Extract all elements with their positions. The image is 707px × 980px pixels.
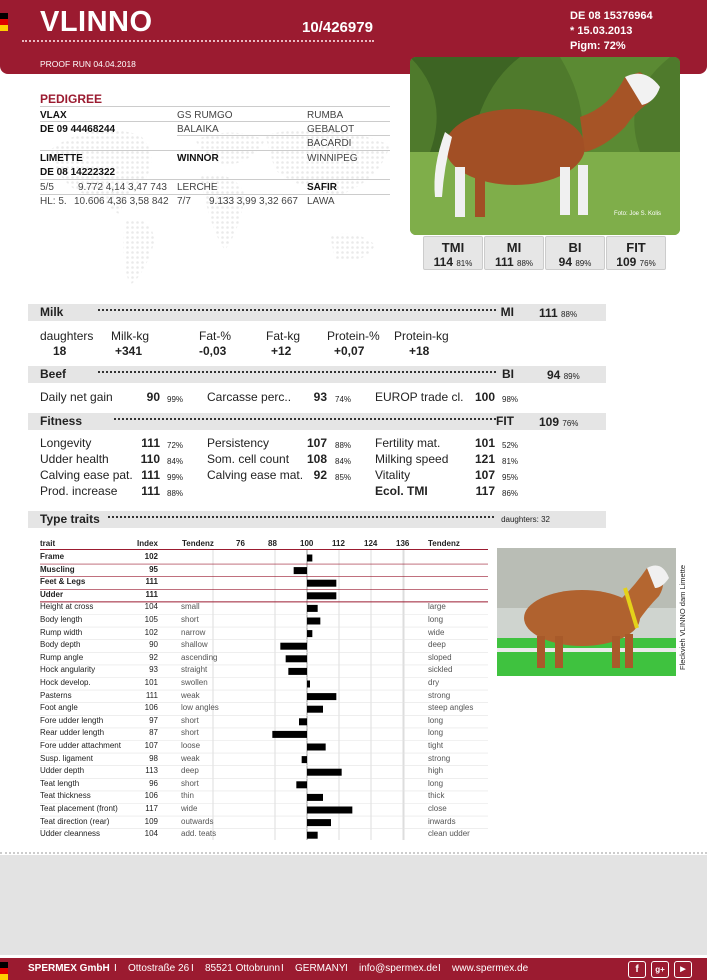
fitness-item-rel: 84% bbox=[167, 457, 184, 466]
tt-row-right-term: long bbox=[428, 615, 444, 624]
pedigree-dd-lact: 7/7 bbox=[177, 196, 191, 207]
pedigree-line bbox=[40, 121, 390, 122]
tt-bar bbox=[280, 643, 307, 650]
footer-street: Ottostraße 26 bbox=[128, 963, 190, 974]
proof-run: PROOF RUN 04.04.2018 bbox=[40, 59, 136, 69]
tt-row-left-term: loose bbox=[181, 741, 201, 750]
pedigree-ddd: LAWA bbox=[307, 196, 335, 207]
tt-row-left-term: short bbox=[181, 778, 199, 788]
footer-country: GERMANY bbox=[295, 963, 346, 974]
tt-bar bbox=[307, 832, 318, 839]
beef-item-label: Daily net gain bbox=[40, 390, 113, 404]
tt-row-trait: Rump width bbox=[40, 627, 83, 637]
photo-credit: Foto: Joe S. Kolis bbox=[614, 211, 662, 217]
tt-bar bbox=[307, 681, 310, 688]
bull-photo bbox=[410, 57, 680, 235]
pedigree-dam: LIMETTE bbox=[40, 153, 83, 164]
header-divider bbox=[22, 40, 374, 42]
tt-row-right-term: thick bbox=[428, 791, 445, 801]
tt-row-left-term: narrow bbox=[181, 627, 206, 637]
tt-row-index: 96 bbox=[149, 778, 158, 788]
tt-bar bbox=[307, 630, 312, 637]
pedigree-dam-hl-perf: 10.606 4,36 3,58 842 bbox=[74, 196, 169, 207]
milk-col-value: +12 bbox=[271, 344, 292, 358]
pedigree-dds: SAFIR bbox=[307, 182, 337, 193]
tt-row-index: 102 bbox=[144, 627, 158, 637]
milk-col-value: +341 bbox=[115, 344, 143, 358]
fitness-item-label: Calving ease mat. bbox=[207, 468, 304, 482]
tt-header-tendency: Tendenz bbox=[182, 539, 214, 548]
fitness-section-header: Fitness FIT bbox=[28, 413, 606, 430]
footer-sep: I bbox=[345, 963, 348, 974]
tt-scale-tick-label: 76 bbox=[236, 539, 245, 548]
tt-row-right-term: long bbox=[428, 778, 444, 788]
fitness-item-rel: 99% bbox=[167, 473, 184, 482]
tt-row-left-term: weak bbox=[181, 690, 200, 700]
tt-row-trait: Fore udder attachment bbox=[40, 741, 121, 750]
tt-row-index: 109 bbox=[144, 816, 158, 826]
beef-index: 94 89% bbox=[547, 368, 580, 382]
fitness-item-label: Som. cell count bbox=[207, 452, 290, 466]
fitness-item-value: 111 bbox=[141, 484, 160, 498]
tt-bar bbox=[307, 807, 352, 814]
pedigree-dss: WINNIPEG bbox=[307, 153, 358, 164]
id-number: DE 08 15376964 bbox=[570, 10, 653, 22]
tt-row-trait: Hock angularity bbox=[40, 665, 96, 675]
pedigree-line bbox=[40, 106, 390, 107]
fitness-item-label: Udder health bbox=[40, 452, 109, 466]
tt-row-trait: Teat placement (front) bbox=[40, 804, 118, 813]
tt-row-trait: Frame bbox=[40, 552, 65, 561]
pedigree-dam-hl: HL: 5. bbox=[40, 196, 67, 207]
pedigree-sds: BACARDI bbox=[307, 138, 352, 149]
pedigree-dam-perf: 9.772 4,14 3,47 743 bbox=[78, 182, 167, 193]
fitness-item-value: 110 bbox=[140, 452, 160, 466]
footer-city: 85521 Ottobrunn bbox=[205, 963, 281, 974]
pedigree-line bbox=[40, 150, 390, 151]
fitness-item-rel: 72% bbox=[167, 441, 184, 450]
beef-item-rel: 99% bbox=[167, 395, 184, 404]
fitness-item-rel: 85% bbox=[335, 473, 352, 482]
fitness-item-label: Prod. increase bbox=[40, 484, 118, 498]
tt-scale-tick-label: 100 bbox=[300, 539, 314, 548]
tt-row-left-term: wide bbox=[181, 804, 198, 813]
footer-bar bbox=[0, 958, 707, 980]
tt-row-right-term: large bbox=[428, 602, 446, 612]
tt-row-left-term: weak bbox=[181, 753, 200, 763]
milk-col-value: 18 bbox=[53, 344, 67, 358]
tt-bar bbox=[286, 655, 307, 662]
tt-row-trait: Udder cleanness bbox=[40, 829, 101, 839]
dam-photo bbox=[497, 548, 676, 676]
facebook-icon[interactable]: f bbox=[628, 961, 646, 978]
fitness-item-value: 107 bbox=[306, 436, 327, 450]
tt-bar bbox=[307, 592, 336, 599]
tt-row-trait: Teat direction (rear) bbox=[40, 816, 110, 826]
google-plus-icon[interactable]: g+ bbox=[651, 961, 669, 978]
tt-row-trait: Fore udder length bbox=[40, 715, 104, 725]
tt-row-trait: Susp. ligament bbox=[40, 753, 93, 763]
pedigree-sire-sire: GS RUMGO bbox=[177, 110, 233, 121]
tt-row-right-term: deep bbox=[428, 640, 446, 650]
tt-row-right-term: high bbox=[428, 766, 444, 776]
tt-row-left-term: low angles bbox=[181, 703, 219, 713]
type-traits-section-header: Type traits daughters: 32 bbox=[28, 511, 606, 528]
tt-row-right-term: long bbox=[428, 715, 444, 725]
fitness-index: 109 76% bbox=[539, 415, 579, 429]
tt-header-trait: trait bbox=[40, 539, 56, 548]
tt-row-trait: Height at cross bbox=[40, 602, 94, 612]
fitness-item-label: Longevity bbox=[40, 436, 92, 450]
tt-row-index: 102 bbox=[144, 552, 158, 561]
tt-row-index: 105 bbox=[144, 615, 158, 624]
pedigree-dd-perf: 9.133 3,99 3,32 667 bbox=[209, 196, 298, 207]
index-value: 94 89% bbox=[558, 255, 592, 269]
milk-col-label: Protein-% bbox=[327, 329, 380, 343]
fitness-item-value: 108 bbox=[306, 452, 327, 466]
tt-bar bbox=[307, 618, 320, 625]
tt-scale-tick-label: 136 bbox=[396, 539, 410, 548]
tt-row-left-term: add. teats bbox=[181, 829, 217, 839]
tt-bar bbox=[307, 794, 323, 801]
tt-bar bbox=[307, 744, 326, 751]
fitness-item-label: Calving ease pat. bbox=[40, 468, 133, 482]
tt-row-index: 111 bbox=[145, 589, 158, 599]
tt-scale-tick-label: 112 bbox=[332, 539, 345, 548]
tt-row-index: 93 bbox=[149, 665, 158, 675]
tt-row-index: 104 bbox=[144, 829, 158, 839]
milk-col-label: Fat-kg bbox=[266, 329, 301, 343]
pedigree-sire-id: DE 09 44468244 bbox=[40, 124, 116, 135]
fitness-item-rel: 86% bbox=[502, 489, 519, 498]
tt-row-index: 106 bbox=[144, 791, 158, 801]
tt-row-index: 113 bbox=[145, 766, 158, 776]
tt-row-right-term: dry bbox=[428, 678, 440, 687]
milk-col-value: +0,07 bbox=[334, 344, 365, 358]
tt-row-index: 97 bbox=[149, 715, 158, 725]
fitness-item-value: 111 bbox=[141, 436, 160, 450]
tt-row-right-term: sickled bbox=[428, 665, 453, 675]
tt-row-right-term: wide bbox=[428, 627, 445, 637]
pedigree-dam-lact: 5/5 bbox=[40, 182, 54, 193]
pedigree-sss: RUMBA bbox=[307, 110, 344, 121]
tt-bar bbox=[302, 756, 307, 763]
footer-sep: I bbox=[438, 963, 441, 974]
tt-bar bbox=[307, 605, 318, 612]
tt-row-index: 117 bbox=[145, 804, 158, 813]
pedigree-line bbox=[177, 135, 390, 136]
tt-row-index: 104 bbox=[144, 602, 158, 612]
tt-row-index: 95 bbox=[149, 564, 158, 574]
tt-bar bbox=[294, 567, 307, 574]
tt-row-right-term: strong bbox=[428, 690, 451, 700]
tt-header-tendency2: Tendenz bbox=[428, 539, 460, 548]
fitness-item-rel: 95% bbox=[502, 473, 519, 482]
tt-row-index: 106 bbox=[144, 703, 158, 713]
pedigree-ssd: GEBALOT bbox=[307, 124, 355, 135]
milk-col-label: daughters bbox=[40, 329, 94, 343]
tt-bar bbox=[307, 555, 312, 562]
footer-email[interactable]: info@spermex.de bbox=[359, 963, 438, 974]
tt-row-trait: Teat thickness bbox=[40, 791, 91, 801]
tt-bar bbox=[296, 781, 307, 788]
tt-row-right-term: strong bbox=[428, 753, 451, 763]
pedigree-line bbox=[40, 179, 390, 180]
index-value: 111 88% bbox=[494, 255, 534, 269]
index-label: TMI bbox=[441, 240, 465, 255]
tt-row-index: 101 bbox=[144, 678, 158, 687]
fitness-item-label: Ecol. TMI bbox=[375, 484, 428, 498]
tt-row-trait: Hock develop. bbox=[40, 678, 91, 687]
fitness-item-label: Milking speed bbox=[375, 452, 449, 466]
tt-row-trait: Teat length bbox=[40, 778, 80, 788]
flag-stripe-gold bbox=[0, 974, 8, 980]
footer-sep: I bbox=[191, 963, 194, 974]
tt-row-left-term: short bbox=[181, 715, 199, 725]
milk-index: 111 88% bbox=[539, 306, 578, 320]
fitness-item-label: Persistency bbox=[207, 436, 270, 450]
tt-row-trait: Rump angle bbox=[40, 652, 84, 662]
pedigree-line bbox=[40, 194, 390, 195]
tt-row-trait: Body depth bbox=[40, 640, 81, 650]
tt-row-index: 87 bbox=[149, 728, 158, 738]
footer-sep: I bbox=[114, 963, 117, 974]
fitness-item-rel: 88% bbox=[167, 489, 184, 498]
tt-bar bbox=[272, 731, 307, 738]
tt-bar bbox=[299, 718, 307, 725]
tt-row-left-term: small bbox=[181, 602, 200, 612]
tt-row-trait: Foot angle bbox=[40, 703, 78, 713]
fitness-item-value: 101 bbox=[474, 436, 495, 450]
index-label: BI bbox=[568, 240, 582, 255]
fitness-item-rel: 88% bbox=[335, 441, 352, 450]
fitness-item-rel: 52% bbox=[502, 441, 519, 450]
beef-item-rel: 98% bbox=[502, 395, 519, 404]
tt-row-right-term: inwards bbox=[428, 816, 456, 826]
milk-col-value: -0,03 bbox=[199, 344, 227, 358]
index-box-mi bbox=[484, 236, 544, 270]
tt-bar bbox=[307, 580, 336, 587]
beef-item-value: 90 bbox=[146, 390, 160, 404]
fitness-item-rel: 81% bbox=[502, 457, 519, 466]
tt-row-left-term: ascending bbox=[181, 652, 218, 662]
fitness-item-value: 107 bbox=[474, 468, 495, 482]
fitness-item-label: Vitality bbox=[375, 468, 411, 482]
beef-item-rel: 74% bbox=[335, 395, 352, 404]
tt-row-right-term: steep angles bbox=[428, 703, 474, 713]
beef-item-label: EUROP trade cl. bbox=[375, 390, 464, 404]
type-traits-daughters: daughters: 32 bbox=[501, 515, 550, 524]
tt-row-left-term: outwards bbox=[181, 816, 214, 826]
tt-header-index: Index bbox=[137, 539, 158, 548]
tt-row-index: 90 bbox=[149, 640, 158, 650]
beef-item-value: 100 bbox=[474, 390, 495, 404]
beef-item-label: Carcasse perc.. bbox=[207, 390, 292, 404]
index-label: MI bbox=[506, 240, 522, 255]
footer-sep: I bbox=[281, 963, 284, 974]
tt-row-left-term: straight bbox=[181, 665, 208, 675]
tt-row-left-term: deep bbox=[181, 766, 199, 776]
milk-col-label: Fat-% bbox=[199, 329, 232, 343]
index-value: 114 81% bbox=[433, 255, 473, 269]
milk-col-label: Milk-kg bbox=[111, 329, 149, 343]
tt-row-trait: Udder bbox=[40, 589, 64, 599]
tt-row-trait: Udder depth bbox=[40, 766, 85, 776]
bottom-panel bbox=[0, 855, 707, 955]
tt-row-trait: Body length bbox=[40, 615, 83, 624]
tt-bar bbox=[307, 819, 331, 826]
tt-bar bbox=[307, 693, 336, 700]
fitness-item-value: 121 bbox=[474, 452, 495, 466]
tt-row-left-term: thin bbox=[181, 791, 194, 801]
index-box-tmi bbox=[423, 236, 483, 270]
tt-row-right-term: clean udder bbox=[428, 829, 470, 839]
pedigree-sire: VLAX bbox=[40, 110, 67, 121]
tt-bar bbox=[307, 706, 323, 713]
pedigree-dam-dam: LERCHE bbox=[177, 182, 218, 193]
tt-bar bbox=[307, 769, 342, 776]
fitness-item-value: 117 bbox=[475, 484, 495, 498]
tt-row-index: 111 bbox=[145, 690, 158, 700]
index-label: FIT bbox=[626, 240, 646, 255]
tt-scale-tick-label: 88 bbox=[268, 539, 277, 548]
milk-col-value: +18 bbox=[409, 344, 430, 358]
tt-row-left-term: short bbox=[181, 615, 199, 624]
tt-row-trait: Muscling bbox=[40, 564, 75, 574]
dam-photo-caption: Fleckvieh VLINNO dam Limette bbox=[678, 564, 687, 670]
tt-row-left-term: short bbox=[181, 728, 199, 738]
pedigree-sire-dam: BALAIKA bbox=[177, 124, 219, 135]
herdbook-number: 10/426979 bbox=[302, 19, 373, 36]
bull-name: VLINNO bbox=[40, 6, 153, 38]
pedigree-dam-id: DE 08 14222322 bbox=[40, 167, 116, 178]
tt-row-right-term: tight bbox=[428, 741, 444, 750]
birth-date: * 15.03.2013 bbox=[570, 25, 633, 37]
tt-row-index: 111 bbox=[145, 577, 158, 587]
fitness-item-value: 111 bbox=[141, 468, 160, 482]
tt-row-trait: Rear udder length bbox=[40, 728, 105, 738]
pedigree-title: PEDIGREE bbox=[40, 92, 103, 106]
tt-row-trait: Pasterns bbox=[40, 690, 72, 700]
flag-stripe-gold bbox=[0, 25, 8, 31]
tt-row-right-term: close bbox=[428, 804, 447, 813]
tt-row-index: 92 bbox=[149, 652, 158, 662]
index-box-fit bbox=[606, 236, 666, 270]
tt-row-index: 107 bbox=[144, 741, 158, 750]
milk-section-header: Milk MI bbox=[28, 304, 606, 321]
pigment: Pigm: 72% bbox=[570, 40, 626, 52]
index-value: 109 76% bbox=[616, 255, 656, 269]
youtube-icon[interactable]: ▶ bbox=[674, 961, 692, 978]
tt-row-right-term: long bbox=[428, 728, 444, 738]
fitness-item-value: 92 bbox=[313, 468, 327, 482]
tt-row-trait: Feet & Legs bbox=[40, 577, 86, 587]
beef-section-header: Beef BI bbox=[28, 366, 606, 383]
tt-row-index: 98 bbox=[149, 753, 158, 763]
fitness-item-rel: 84% bbox=[335, 457, 352, 466]
tt-row-left-term: swollen bbox=[181, 678, 208, 687]
tt-row-left-term: shallow bbox=[181, 640, 208, 650]
tt-row-right-term: sloped bbox=[428, 652, 452, 662]
tt-scale-tick-label: 124 bbox=[364, 539, 378, 548]
footer-web[interactable]: www.spermex.de bbox=[452, 963, 529, 974]
beef-item-value: 93 bbox=[313, 390, 327, 404]
index-box-bi bbox=[545, 236, 605, 270]
bottom-divider bbox=[0, 852, 707, 854]
pedigree-dam-sire: WINNOR bbox=[177, 153, 219, 164]
tt-bar bbox=[288, 668, 307, 675]
milk-col-label: Protein-kg bbox=[394, 329, 449, 343]
fitness-item-label: Fertility mat. bbox=[375, 436, 441, 450]
footer-company: SPERMEX GmbH bbox=[28, 963, 110, 974]
